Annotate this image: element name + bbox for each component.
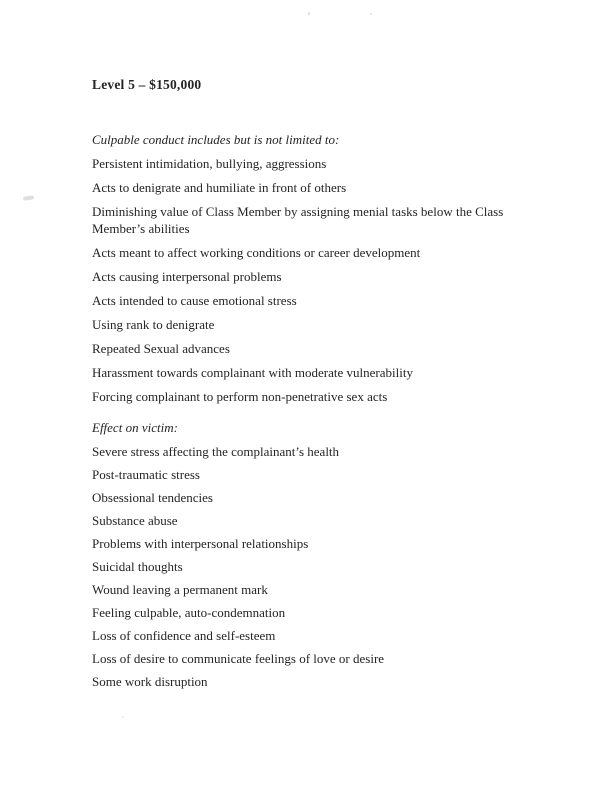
- list-item: Acts causing interpersonal problems: [92, 269, 282, 284]
- scan-artifact: [370, 13, 372, 15]
- list-item: Diminishing value of Class Member by assigning menial tasks below the Class Member’s abilities: [92, 204, 504, 236]
- list-item: Persistent intimidation, bullying, aggressions: [92, 156, 327, 171]
- list-item: Acts intended to cause emotional stress: [92, 293, 297, 308]
- document-content: [92, 76, 547, 696]
- list-item: Repeated Sexual advances: [92, 341, 230, 356]
- list-item: Using rank to denigrate: [92, 317, 215, 332]
- effect-on-victim-heading: Effect on victim:: [92, 420, 178, 435]
- scan-artifact: [23, 195, 34, 200]
- list-item: Feeling culpable, auto-condemnation: [92, 605, 286, 620]
- section-culpable-conduct: [92, 131, 547, 405]
- list-item: Obsessional tendencies: [92, 490, 213, 505]
- list-item: Forcing complainant to perform non-penetrative sex acts: [92, 389, 388, 404]
- section-effect-on-victim: [92, 419, 547, 690]
- list-item: Post-traumatic stress: [92, 467, 200, 482]
- list-item: Severe stress affecting the complainant’s health: [92, 444, 340, 459]
- page-title: Level 5 – $150,000: [92, 77, 202, 92]
- effect-on-victim-list: [92, 443, 547, 690]
- list-item: Loss of confidence and self-esteem: [92, 628, 276, 643]
- list-item: Problems with interpersonal relationships: [92, 536, 309, 551]
- list-item: Some work disruption: [92, 674, 208, 689]
- scan-artifact: [122, 716, 124, 718]
- list-item: Wound leaving a permanent mark: [92, 582, 268, 597]
- list-item: Suicidal thoughts: [92, 559, 183, 574]
- scan-artifact: [308, 12, 310, 15]
- list-item: Harassment towards complainant with moderate vulnerability: [92, 365, 413, 380]
- list-item: Substance abuse: [92, 513, 178, 528]
- list-item: Acts to denigrate and humiliate in front of others: [92, 180, 347, 195]
- list-item: Acts meant to affect working conditions or career development: [92, 245, 421, 260]
- list-item: Loss of desire to communicate feelings of love or desire: [92, 651, 385, 666]
- culpable-conduct-heading: Culpable conduct includes but is not limited to:: [92, 132, 340, 147]
- culpable-conduct-list: [92, 155, 547, 405]
